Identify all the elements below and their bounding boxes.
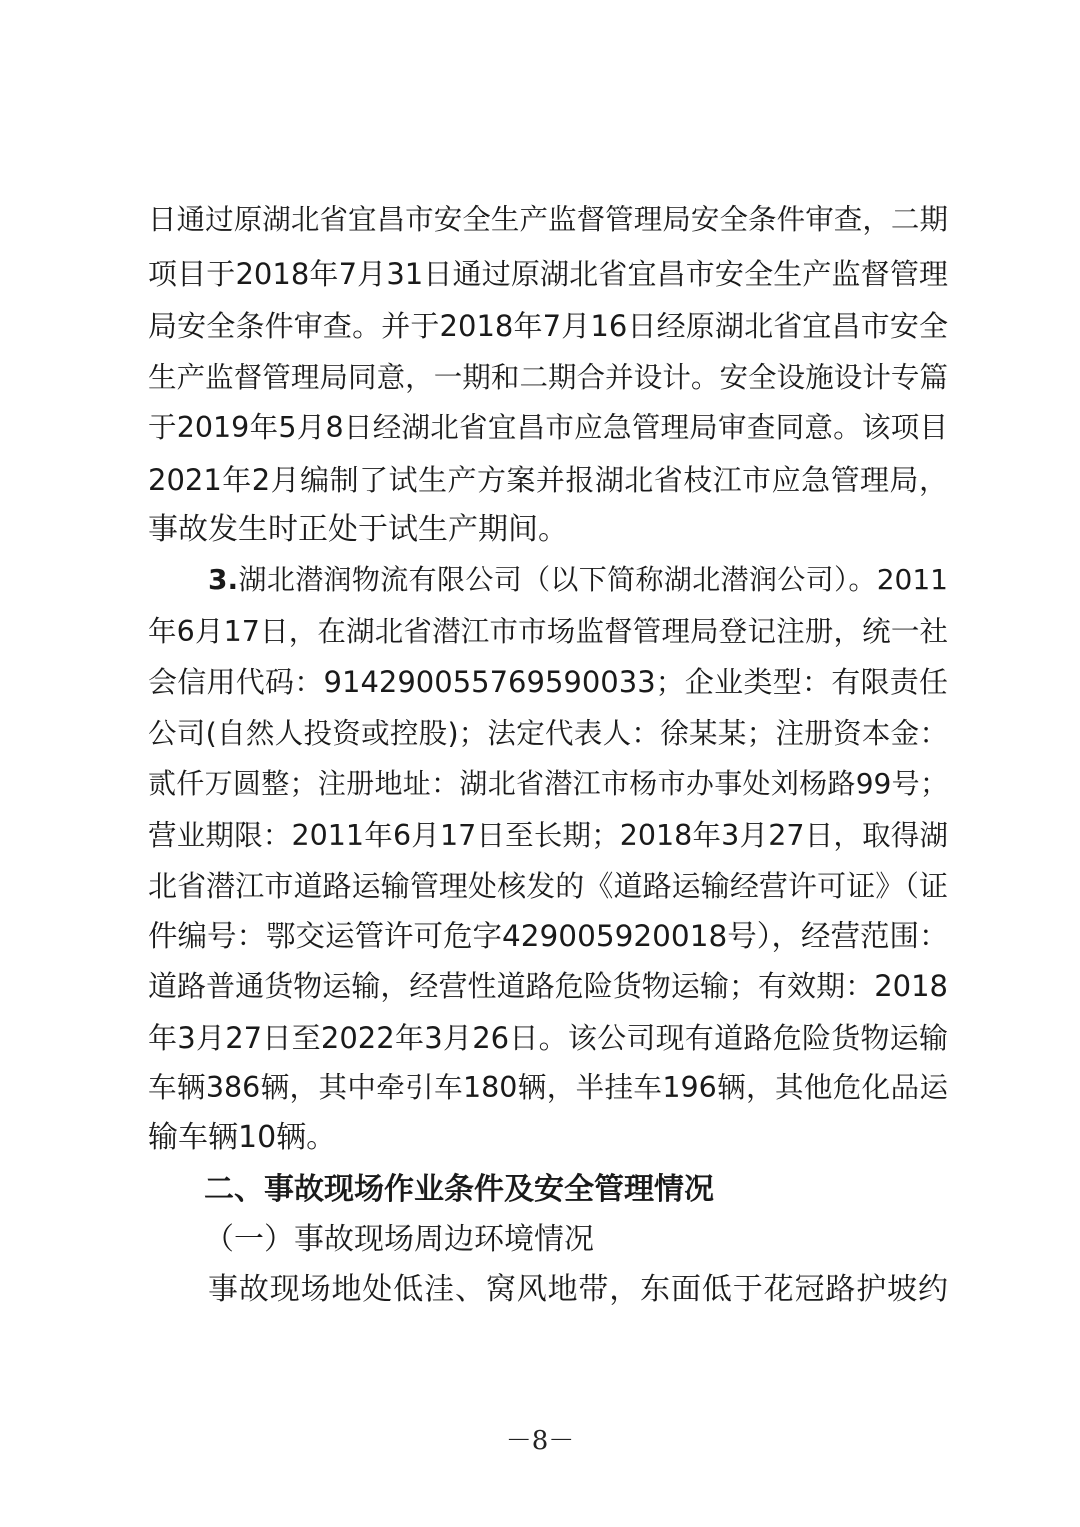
paragraph-line: 于2019年5月8日经湖北省宜昌市应急管理局审查同意。该项目 [148, 411, 948, 444]
paragraph-first-line: 事故现场地处低洼、窝风地带，东面低于花冠路护坡约 [208, 1272, 948, 1307]
paragraph-line: 项目于2018年7月31日通过原湖北省宜昌市安全生产监督管理 [148, 257, 948, 291]
paragraph-line: 道路普通货物运输，经营性道路危险货物运输；有效期：2018 [148, 969, 948, 1003]
paragraph-first-line [208, 562, 948, 602]
item-number: 3. [208, 563, 239, 596]
paragraph-line: 车辆386辆，其中牵引车180辆，半挂车196辆，其他危化品运 [148, 1071, 948, 1104]
paragraph-line: 日通过原湖北省宜昌市安全生产监督管理局安全条件审查，二期 [148, 203, 948, 236]
paragraph-line: 年6月17日，在湖北省潜江市市场监督管理局登记注册，统一社 [148, 615, 948, 648]
paragraph-line: 局安全条件审查。并于2018年7月16日经原湖北省宜昌市安全 [148, 309, 948, 343]
paragraph-line: 生产监督管理局同意，一期和二期合并设计。安全设施设计专篇 [148, 361, 948, 394]
paragraph-line: 贰仟万圆整；注册地址：湖北省潜江市杨市办事处刘杨路99号； [148, 767, 948, 800]
paragraph-line: 年3月27日至2022年3月26日。该公司现有道路危险货物运输 [148, 1021, 948, 1055]
paragraph-line: 北省潜江市道路运输管理处核发的《道路运输经营许可证》（证 [148, 869, 948, 903]
paragraph-line: 事故发生时正处于试生产期间。 [148, 512, 568, 547]
page-number: －8－ [505, 1426, 575, 1456]
section-heading: 二、事故现场作业条件及安全管理情况 [204, 1172, 714, 1207]
paragraph-line: 营业期限：2011年6月17日至长期；2018年3月27日，取得湖 [148, 819, 948, 852]
paragraph-line: 件编号：鄂交运管许可危字429005920018号），经营范围： [148, 919, 949, 953]
paragraph-line: 公司(自然人投资或控股)；法定代表人：徐某某；注册资本金： [148, 717, 948, 750]
paragraph-text: 湖北潜润物流有限公司（以下简称湖北潜润公司）。2011 [238, 563, 948, 596]
paragraph-line: 输车辆10辆。 [148, 1120, 337, 1155]
paragraph-line: 2021年2月编制了试生产方案并报湖北省枝江市应急管理局， [148, 463, 948, 497]
paragraph-line: 会信用代码：914290055769590033；企业类型：有限责任 [148, 665, 948, 699]
subsection-heading: （一）事故现场周边环境情况 [204, 1222, 594, 1257]
